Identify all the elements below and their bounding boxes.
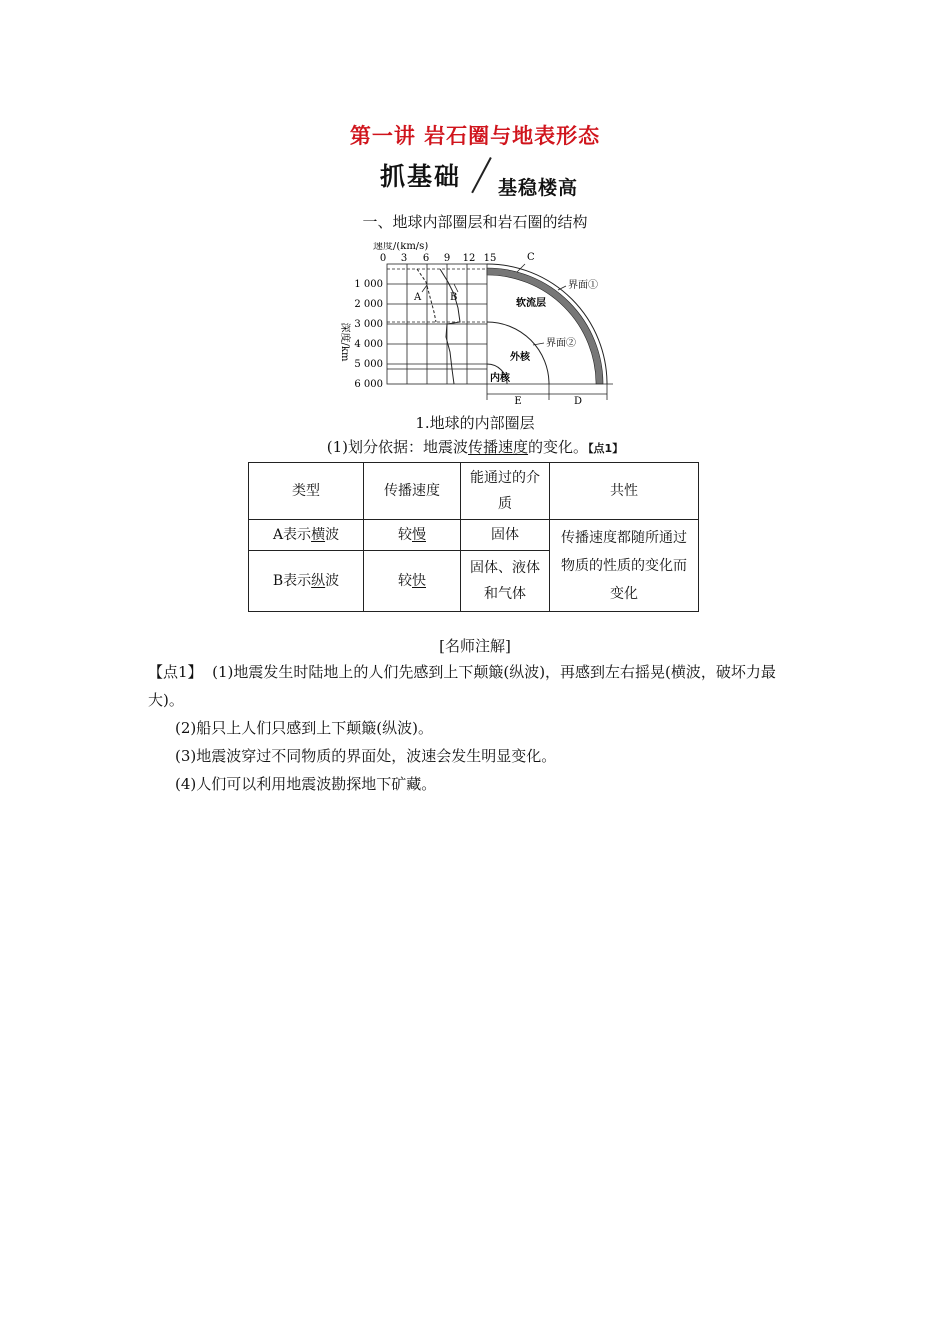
- cell-speed: 较慢: [364, 520, 461, 551]
- outer-core-label: 外核: [510, 352, 530, 363]
- speed-axis-title: 速度/(km/s): [373, 242, 429, 252]
- header-common: 共性: [550, 463, 699, 520]
- x-tick: 0: [379, 253, 387, 264]
- note-item: (4)人们可以利用地震波勘探地下矿藏。: [175, 775, 437, 793]
- table-row: [249, 520, 699, 551]
- x-tick: 9: [443, 253, 451, 264]
- header-speed: 传播速度: [364, 463, 461, 520]
- layer-c-label: C: [527, 252, 535, 263]
- x-tick: 12: [462, 253, 476, 264]
- x-tick: 3: [400, 253, 408, 264]
- seismic-wave-table: [248, 462, 699, 612]
- banner-main: 抓基础: [380, 162, 462, 191]
- cell-type: B表示纵波: [249, 551, 364, 612]
- depth-tick: 3 000: [354, 319, 383, 330]
- basis-prefix: (1)划分依据：地震波: [326, 438, 469, 456]
- banner-slash: [471, 157, 492, 193]
- cell-speed: 较快: [364, 551, 461, 612]
- note-item: (3)地震波穿过不同物质的界面处，波速会发生明显变化。: [175, 747, 557, 765]
- section-heading: 一、地球内部圈层和岩石圈的结构: [362, 213, 588, 231]
- division-basis: [0, 436, 950, 457]
- cell-type: A表示横波: [249, 520, 364, 551]
- note-text: (1)地震发生时陆地上的人们先感到上下颠簸(纵波)，再感到左右摇晃(横波，破坏力最大)。: [148, 663, 776, 709]
- header-type: 类型: [249, 463, 364, 520]
- x-tick: 15: [483, 253, 497, 264]
- boundary-dashes: [387, 269, 487, 322]
- depth-tick: 1 000: [354, 279, 383, 290]
- asthenosphere-label: 软流层: [516, 298, 546, 309]
- wave-b-label: B: [450, 292, 458, 303]
- depth-tick: 2 000: [354, 299, 383, 310]
- notes-heading: [名师注解]: [439, 637, 511, 655]
- earth-interior-diagram: [330, 242, 620, 412]
- wave-a-label: A: [414, 292, 422, 303]
- depth-tick: 6 000: [354, 379, 383, 390]
- segment-e-label: E: [514, 396, 522, 407]
- inner-core-label: 内核: [490, 373, 510, 384]
- cell-medium: 固体、液体和气体: [461, 551, 550, 612]
- banner-sub: 基稳楼高: [498, 177, 579, 199]
- header-medium: 能通过的介质: [461, 463, 550, 520]
- depth-tick: 5 000: [354, 359, 383, 370]
- basis-underlined: 传播速度: [468, 438, 529, 456]
- cell-medium: 固体: [461, 520, 550, 551]
- wave-a-pointer: [422, 285, 427, 292]
- wave-b-pointer: [454, 284, 458, 292]
- depth-tick: 4 000: [354, 339, 383, 350]
- basis-suffix: 的变化。: [528, 438, 589, 456]
- velocity-grid: [387, 264, 487, 384]
- page-title: 第一讲 岩石圈与地表形态: [349, 124, 601, 148]
- section-banner: [380, 157, 610, 201]
- point-tag: 【点1】: [588, 442, 624, 455]
- x-tick: 6: [422, 253, 430, 264]
- note-item: (2)船只上人们只感到上下颠簸(纵波)。: [175, 719, 433, 737]
- segment-d-label: D: [573, 396, 583, 407]
- depth-axis-title: 深度/km: [339, 322, 350, 362]
- subsection-title: 1.地球的内部圈层: [415, 414, 535, 432]
- note-label: 【点1】: [148, 663, 203, 681]
- interface-1-label: 界面①: [568, 280, 598, 291]
- cell-common: 传播速度都随所通过物质的性质的变化而变化: [550, 520, 699, 612]
- table-header-row: [249, 463, 699, 520]
- interface-2-label: 界面②: [546, 338, 576, 349]
- wave-b-curve: [440, 269, 460, 384]
- note-item: [148, 658, 808, 714]
